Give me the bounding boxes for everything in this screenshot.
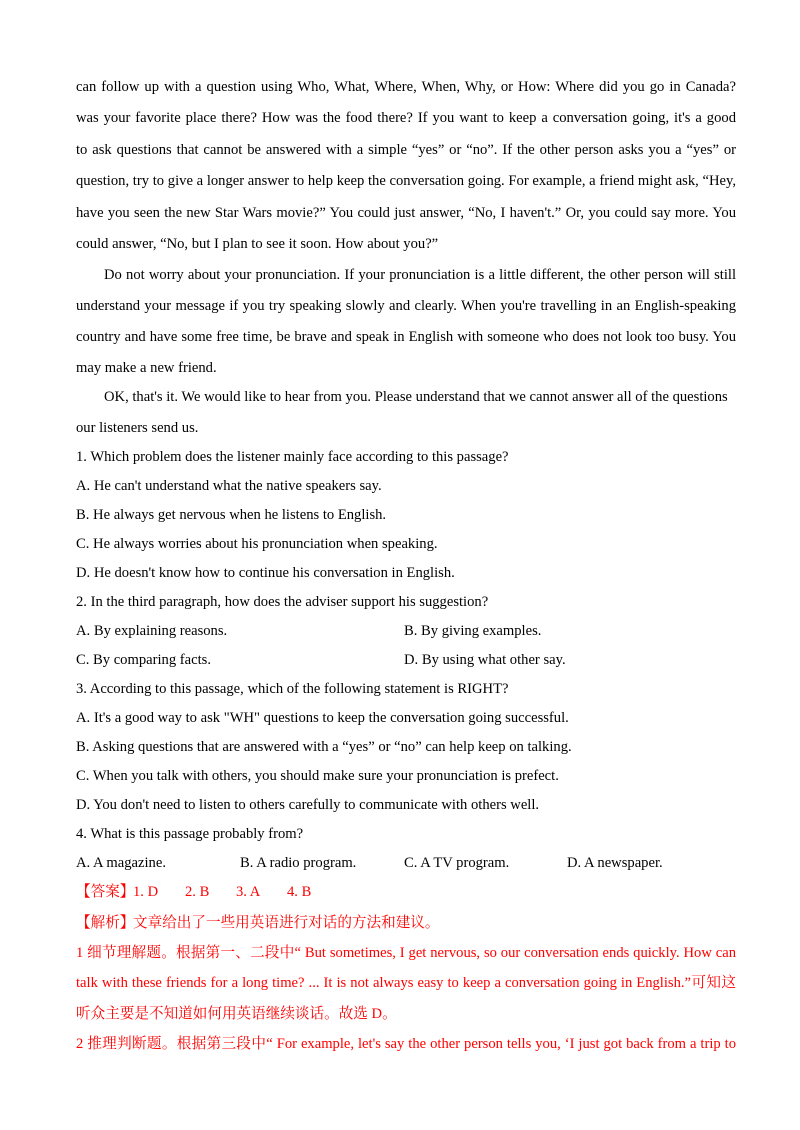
analysis-line: talk with these friends for a long time? ... It is not always easy to keep a conversation going in English.”可知这 (76, 975, 736, 991)
question-option: C. By comparing facts. (76, 652, 211, 668)
analysis-summary: 文章给出了一些用英语进行对话的方法和建议。 (133, 915, 440, 931)
question-option: C. A TV program. (404, 855, 510, 871)
passage-line: country and have some free time, be brave and speak in English with someone who does not look too busy. You (76, 329, 736, 345)
passage-line: OK, that's it. We would like to hear from you. Please understand that we cannot answer all of the questions (104, 389, 728, 405)
question-stem: 4. What is this passage probably from? (76, 826, 304, 842)
question-stem: 2. In the third paragraph, how does the adviser support his suggestion? (76, 594, 489, 610)
answer-item: 3. A (236, 884, 261, 900)
question-option: A. He can't understand what the native speakers say. (76, 478, 382, 494)
analysis-label: 【解析】 (76, 915, 135, 931)
question-stem: 3. According to this passage, which of the following statement is RIGHT? (76, 681, 509, 697)
analysis-line: 听众主要是不知道如何用英语继续谈话。故选 D。 (76, 1006, 397, 1022)
passage-line: have you seen the new Star Wars movie?” You could just answer, “No, I haven't.” Or, you could say more. You (76, 205, 736, 221)
answer-item: 1. D (133, 884, 159, 900)
answer-label: 【答案】 (76, 884, 135, 900)
question-option: B. Asking questions that are answered with a “yes” or “no” can help keep on talking. (76, 739, 572, 755)
passage-line: can follow up with a question using Who, What, Where, When, Why, or How: Where did you go in Canada? (76, 79, 736, 95)
question-stem: 1. Which problem does the listener mainly face according to this passage? (76, 449, 509, 465)
passage-line: could answer, “No, but I plan to see it soon. How about you?” (76, 236, 439, 252)
question-option: D. You don't need to listen to others carefully to communicate with others well. (76, 797, 540, 813)
question-option: A. By explaining reasons. (76, 623, 228, 639)
question-option: D. A newspaper. (567, 855, 663, 871)
answer-item: 4. B (287, 884, 312, 900)
question-option: A. It's a good way to ask "WH" questions to keep the conversation going successful. (76, 710, 569, 726)
passage-line: Do not worry about your pronunciation. If your pronunciation is a little different, the other person will still (104, 267, 736, 283)
passage-line: may make a new friend. (76, 360, 217, 376)
question-option: B. He always get nervous when he listens to English. (76, 507, 387, 523)
question-option: A. A magazine. (76, 855, 166, 871)
answer-item: 2. B (185, 884, 210, 900)
question-option: B. A radio program. (240, 855, 357, 871)
passage-line: our listeners send us. (76, 420, 199, 436)
analysis-line: 2 推理判断题。根据第三段中“ For example, let's say the other person tells you, ‘I just got back from a trip to (76, 1036, 736, 1052)
passage-line: understand your message if you try speaking slowly and clearly. When you're travelling in an English-speaking (76, 298, 736, 314)
question-option: D. He doesn't know how to continue his conversation in English. (76, 565, 455, 581)
passage-line: was your favorite place there? How was the food there? If you want to keep a conversation going, it's a good (76, 110, 736, 126)
analysis-line: 1 细节理解题。根据第一、二段中“ But sometimes, I get nervous, so our conversation ends quickly. How can (76, 945, 736, 961)
passage-line: question, try to give a longer answer to help keep the conversation going. For example, a friend might ask, “Hey, (76, 173, 736, 189)
question-option: D. By using what other say. (404, 652, 566, 668)
question-option: C. He always worries about his pronunciation when speaking. (76, 536, 438, 552)
passage-line: to ask questions that cannot be answered with a simple “yes” or “no”. If the other person asks you a “yes” or (76, 142, 736, 158)
question-option: C. When you talk with others, you should make sure your pronunciation is prefect. (76, 768, 559, 784)
question-option: B. By giving examples. (404, 623, 542, 639)
